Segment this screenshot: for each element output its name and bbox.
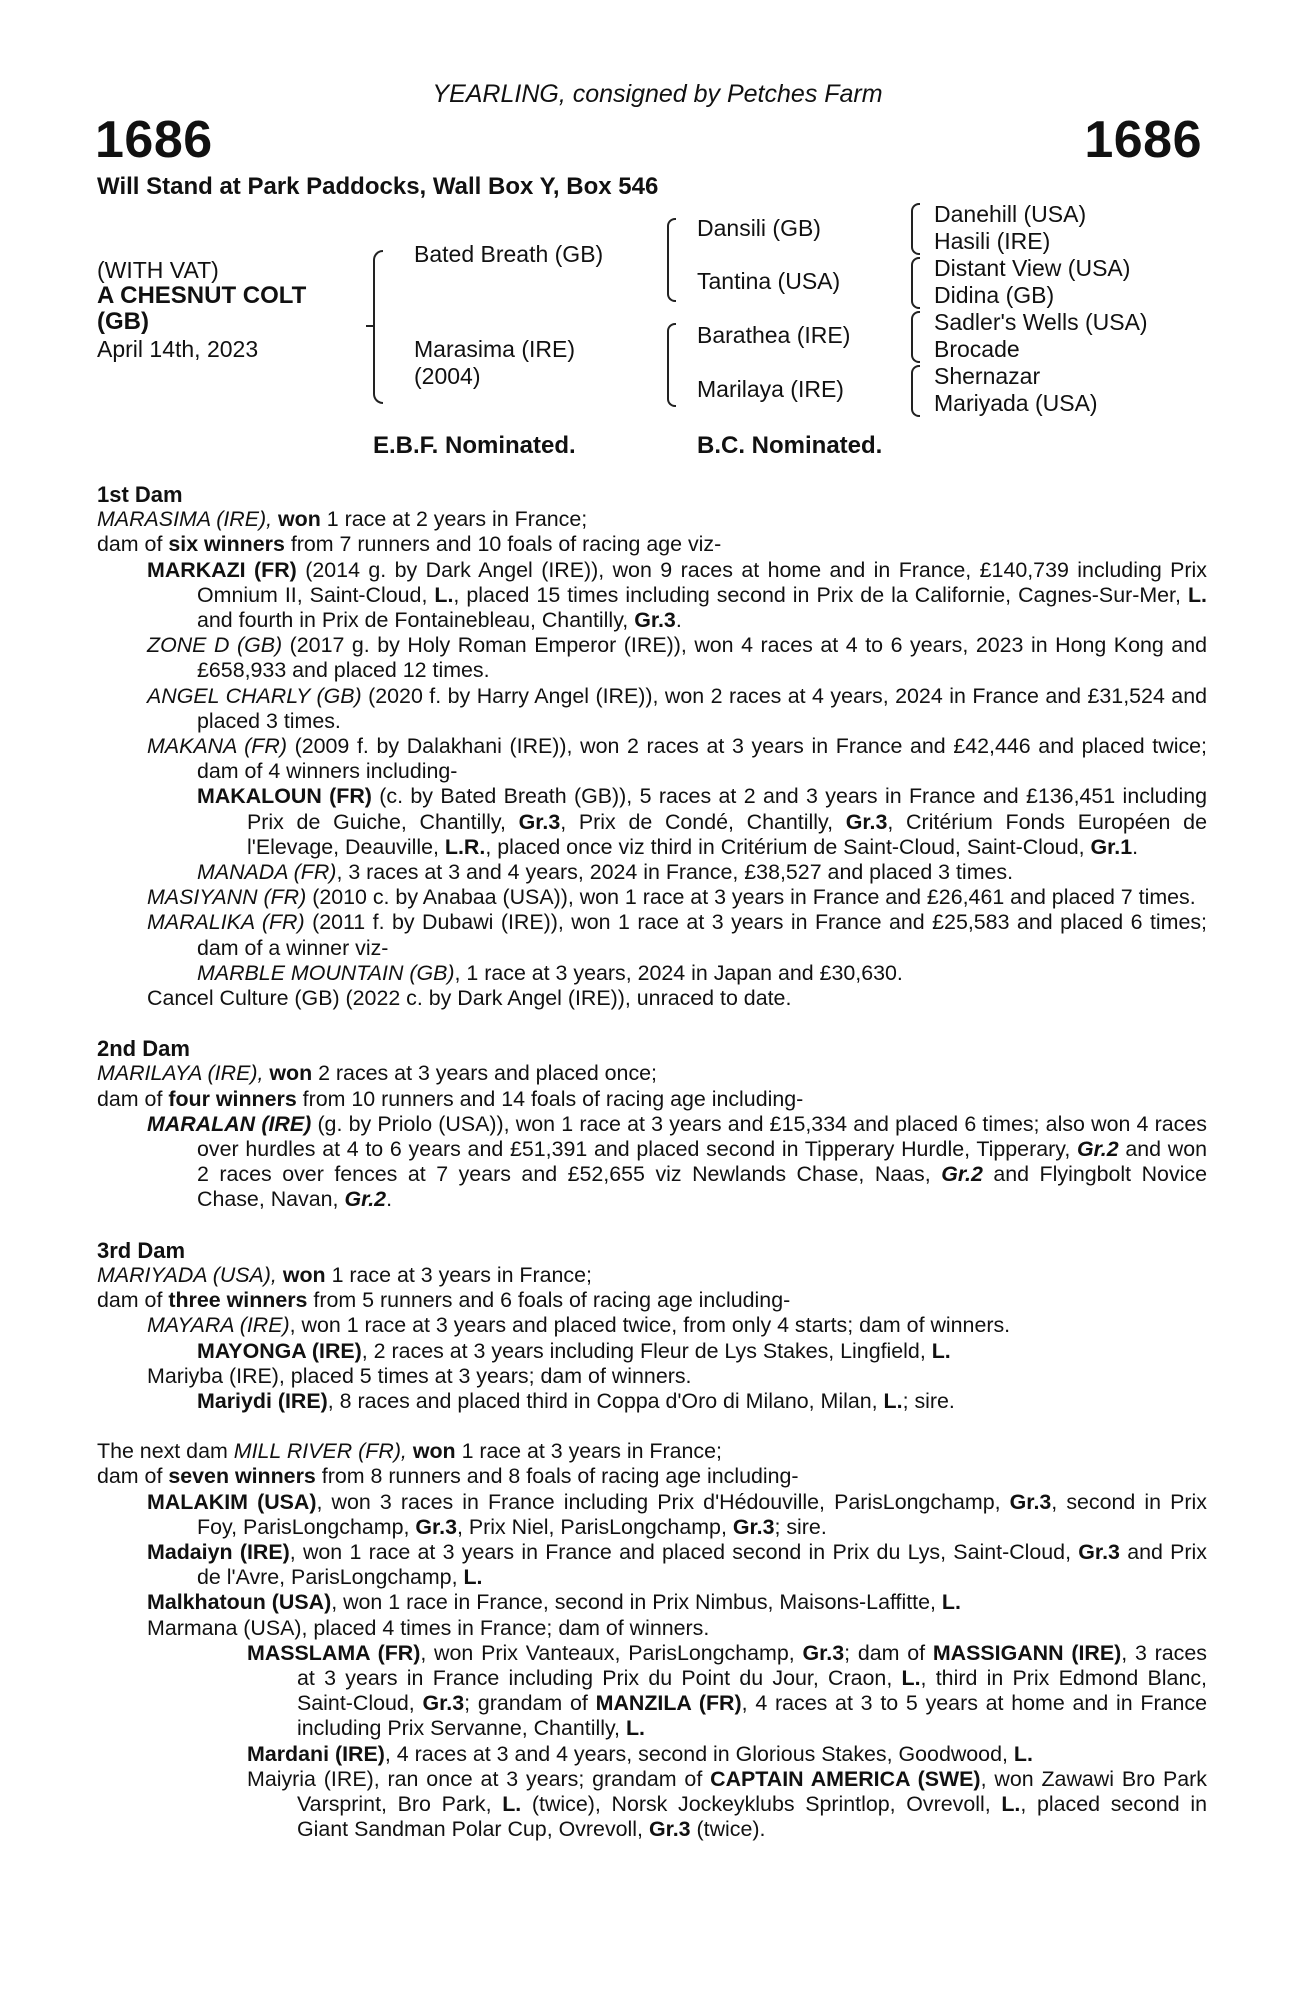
dam-year: (2004) bbox=[414, 363, 481, 389]
progeny-angel-charly: ANGEL CHARLY (GB) (2020 f. by Harry Angel (IRE)), won 2 races at 4 years, 2024 in France and £31,524 and placed 3 times. bbox=[147, 683, 1207, 733]
progeny-masslama: MASSLAMA (FR), won Prix Vanteaux, ParisLongchamp, Gr.3; dam of MASSIGANN (IRE), 3 races at 3 years in France including Prix du Point du Jour, Craon, L., third in Prix Edmond Blanc, Saint-Cloud, Gr.3; grandam of MANZILA (FR), 4 races at 3 to 5 years at home and in France including Prix Servanne, Chantilly, L. bbox=[247, 1640, 1207, 1741]
granddam-line-5: Sadler's Wells (USA) bbox=[934, 309, 1148, 335]
lot-number-left: 1686 bbox=[95, 111, 213, 169]
progeny-malkhatoun: Malkhatoun (USA), won 1 race in France, second in Prix Nimbus, Maisons-Laffitte, L. bbox=[147, 1590, 961, 1615]
dam-dam: Marilaya (IRE) bbox=[697, 376, 844, 402]
progeny-makana: MAKANA (FR) (2009 f. by Dalakhani (IRE)), won 2 races at 3 years in France and £42,446 and placed twice; dam of 4 winners including- bbox=[147, 734, 1207, 784]
progeny-marble-mountain: MARBLE MOUNTAIN (GB), 1 race at 3 years, 2024 in Japan and £30,630. bbox=[197, 960, 903, 985]
progeny-mayara: MAYARA (IRE), won 1 race at 3 years and placed twice, from only 4 starts; dam of winners. bbox=[147, 1313, 1011, 1338]
lot-number-right: 1686 bbox=[1084, 111, 1202, 169]
granddam-line-4: Didina (GB) bbox=[934, 282, 1055, 308]
granddam-line-2: Hasili (IRE) bbox=[934, 228, 1051, 254]
granddam-line-3: Distant View (USA) bbox=[934, 255, 1131, 281]
progeny-cancel-culture: Cancel Culture (GB) (2022 c. by Dark Angel (IRE)), unraced to date. bbox=[147, 986, 792, 1011]
progeny-marmana: Marmana (USA), placed 4 times in France; dam of winners. bbox=[147, 1615, 710, 1640]
pedigree-bracket-tip bbox=[366, 325, 375, 327]
granddam-line-1: Danehill (USA) bbox=[934, 201, 1087, 227]
dam-bracket bbox=[667, 323, 676, 407]
progeny-zone-d: ZONE D (GB) (2017 g. by Holy Roman Emperor (IRE)), won 4 races at 4 to 6 years, 2023 in Hong Kong and £658,933 and placed 12 times. bbox=[147, 633, 1207, 683]
horse-dob: April 14th, 2023 bbox=[97, 336, 259, 362]
sire-sire: Dansili (GB) bbox=[697, 215, 821, 241]
first-dam-produce-line: dam of six winners from 7 runners and 10 foals of racing age viz- bbox=[97, 532, 722, 557]
progeny-manada: MANADA (FR), 3 races at 3 and 4 years, 2024 in France, £38,527 and placed 3 times. bbox=[197, 860, 1014, 885]
third-dam-line: MARIYADA (USA), won 1 race at 3 years in France; bbox=[97, 1262, 592, 1287]
stand-location: Will Stand at Park Paddocks, Wall Box Y, Box 546 bbox=[97, 173, 659, 200]
consignment-subtitle: YEARLING, consigned by Petches Farm bbox=[432, 80, 883, 108]
progeny-mayonga: MAYONGA (IRE), 2 races at 3 years including Fleur de Lys Stakes, Lingfield, L. bbox=[197, 1338, 951, 1363]
third-dam-produce-line: dam of three winners from 5 runners and 6 foals of racing age including- bbox=[97, 1288, 791, 1313]
progeny-malakim: MALAKIM (USA), won 3 races in France including Prix d'Hédouville, ParisLongchamp, Gr.3, second in Prix Foy, ParisLongchamp, Gr.3, Prix Niel, ParisLongchamp, Gr.3; sire. bbox=[147, 1489, 1207, 1539]
second-dam-heading: 2nd Dam bbox=[97, 1036, 190, 1062]
ebf-nominated: E.B.F. Nominated. bbox=[373, 432, 576, 459]
sire-name: Bated Breath (GB) bbox=[414, 241, 604, 267]
progeny-mardani: Mardani (IRE), 4 races at 3 and 4 years, second in Glorious Stakes, Goodwood, L. bbox=[247, 1741, 1033, 1766]
bc-nominated: B.C. Nominated. bbox=[697, 432, 883, 459]
next-dam-produce-line: dam of seven winners from 8 runners and 8 foals of racing age including- bbox=[97, 1464, 799, 1489]
progeny-mariydi: Mariydi (IRE), 8 races and placed third in Coppa d'Oro di Milano, Milan, L.; sire. bbox=[197, 1388, 955, 1413]
vat-note: (WITH VAT) bbox=[97, 257, 219, 283]
granddam-line-7: Shernazar bbox=[934, 363, 1041, 389]
sire-dam: Tantina (USA) bbox=[697, 268, 841, 294]
progeny-maralika: MARALIKA (FR) (2011 f. by Dubawi (IRE)), won 1 race at 3 years in France and £25,583 and placed 6 times; dam of a winner viz- bbox=[147, 910, 1207, 960]
progeny-markazi: MARKAZI (FR) (2014 g. by Dark Angel (IRE)), won 9 races at home and in France, £140,739 including Prix Omnium II, Saint-Cloud, L., placed 15 times including second in Prix de la Californie, Cagnes-Sur-Mer, L. and fourth in Prix de Fontainebleau, Chantilly, Gr.3. bbox=[147, 557, 1207, 633]
sire-bracket bbox=[667, 218, 676, 302]
gg-bracket-2 bbox=[911, 257, 920, 309]
first-dam-line: MARASIMA (IRE), won 1 race at 2 years in France; bbox=[97, 507, 588, 532]
progeny-madaiyn: Madaiyn (IRE), won 1 race at 3 years in France and placed second in Prix du Lys, Saint-Cloud, Gr.3 and Prix de l'Avre, ParisLongchamp, L. bbox=[147, 1539, 1207, 1590]
gg-bracket-1 bbox=[911, 203, 920, 255]
second-dam-line: MARILAYA (IRE), won 2 races at 3 years and placed once; bbox=[97, 1061, 657, 1086]
dam-sire: Barathea (IRE) bbox=[697, 322, 851, 348]
granddam-line-6: Brocade bbox=[934, 336, 1020, 362]
catalogue-body bbox=[97, 482, 1207, 1842]
second-dam-produce-line: dam of four winners from 10 runners and 14 foals of racing age including- bbox=[97, 1086, 804, 1111]
horse-name: A CHESNUT COLT bbox=[97, 282, 307, 309]
progeny-maralan: MARALAN (IRE) (g. by Priolo (USA)), won 1 race at 3 years and £15,334 and placed 6 times; also won 4 races over hurdles at 4 to 6 years and £51,391 and placed second in Tipperary Hurdle, Tipperary, Gr.2 and won 2 races over fences at 7 years and £52,655 viz Newlands Chase, Naas, Gr.2 and Flyingbolt Novice Chase, Navan, Gr.2. bbox=[147, 1111, 1207, 1212]
gg-bracket-4 bbox=[911, 365, 920, 417]
granddam-line-8: Mariyada (USA) bbox=[934, 390, 1098, 416]
progeny-makaloun: MAKALOUN (FR) (c. by Bated Breath (GB)), 5 races at 2 and 3 years in France and £136,451 including Prix de Guiche, Chantilly, Gr.3, Prix de Condé, Chantilly, Gr.3, Critérium Fonds Européen de l'Elevage, Deauville, L.R., placed once viz third in Critérium de Saint-Cloud, Saint-Cloud, Gr.1. bbox=[197, 784, 1207, 859]
first-dam-heading: 1st Dam bbox=[97, 482, 183, 507]
gg-bracket-3 bbox=[911, 311, 920, 363]
horse-origin: (GB) bbox=[97, 308, 149, 335]
next-dam-line: The next dam MILL RIVER (FR), won 1 race at 3 years in France; bbox=[97, 1439, 722, 1464]
dam-name: Marasima (IRE) bbox=[414, 336, 576, 362]
third-dam-heading: 3rd Dam bbox=[97, 1237, 186, 1263]
progeny-masiyann: MASIYANN (FR) (2010 c. by Anabaa (USA)), won 1 race at 3 years in France and £26,461 and placed 7 times. bbox=[147, 885, 1196, 910]
pedigree-bracket bbox=[373, 250, 383, 404]
progeny-mariyba: Mariyba (IRE), placed 5 times at 3 years; dam of winners. bbox=[147, 1363, 692, 1388]
progeny-maiyria: Maiyria (IRE), ran once at 3 years; grandam of CAPTAIN AMERICA (SWE), won Zawawi Bro Park Varsprint, Bro Park, L. (twice), Norsk Jockeyklubs Sprintlop, Ovrevoll, L., placed second in Giant Sandman Polar Cup, Ovrevoll, Gr.3 (twice). bbox=[247, 1766, 1208, 1842]
